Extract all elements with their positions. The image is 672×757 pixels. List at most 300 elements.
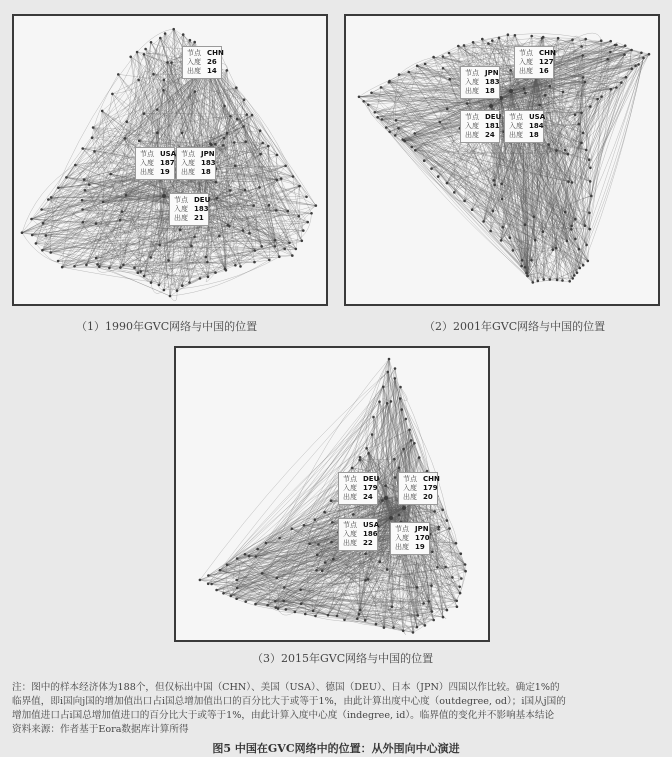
node-key: 节点 <box>140 150 154 158</box>
economy-node <box>589 180 592 183</box>
edge-group <box>359 33 649 282</box>
economy-node <box>564 149 567 152</box>
economy-node <box>317 543 320 546</box>
economy-node <box>304 613 307 616</box>
economy-node <box>49 251 52 254</box>
economy-node <box>167 259 170 262</box>
economy-node <box>466 102 469 105</box>
outdegree-key: 出度 <box>509 131 523 139</box>
note-source: 资料来源：作者基于Eora数据库计算所得 <box>12 724 189 735</box>
indegree-key: 入度 <box>174 205 188 213</box>
economy-node <box>244 553 247 556</box>
economy-node <box>332 558 335 561</box>
outdegree-value: 21 <box>194 214 204 222</box>
economy-node <box>278 256 281 259</box>
economy-node <box>40 208 43 211</box>
economy-node <box>47 198 50 201</box>
economy-node <box>248 232 251 235</box>
economy-node <box>258 186 261 189</box>
economy-node <box>364 553 367 556</box>
economy-node <box>446 519 449 522</box>
economy-node <box>150 41 153 44</box>
economy-node <box>137 79 140 82</box>
economy-node <box>416 626 419 629</box>
economy-node <box>156 108 159 111</box>
economy-node <box>324 561 327 564</box>
economy-node <box>210 583 213 586</box>
economy-node <box>294 611 297 614</box>
outdegree-value: 18 <box>201 168 211 176</box>
outdegree-key: 出度 <box>140 168 154 176</box>
economy-node <box>229 189 232 192</box>
economy-node <box>542 278 545 281</box>
economy-node <box>259 129 262 132</box>
economy-node <box>459 592 462 595</box>
economy-node <box>31 234 34 237</box>
economy-node <box>149 256 152 259</box>
panel-caption-2001: （2）2001年GVC网络与中国的位置 <box>424 320 606 333</box>
economy-node <box>520 265 523 268</box>
economy-node <box>561 279 564 282</box>
economy-node <box>456 605 459 608</box>
economy-node <box>394 367 397 370</box>
economy-node <box>588 228 591 231</box>
economy-node <box>521 259 524 262</box>
outdegree-key: 出度 <box>403 493 417 501</box>
panel-caption-1990: （1）1990年GVC网络与中国的位置 <box>76 320 258 333</box>
indegree-value: 183 <box>201 159 216 167</box>
economy-node <box>209 142 212 145</box>
economy-node <box>119 219 122 222</box>
economy-node <box>482 220 485 223</box>
economy-node <box>172 28 175 31</box>
economy-node <box>585 244 588 247</box>
economy-node <box>199 579 202 582</box>
economy-node <box>207 583 210 586</box>
indegree-key: 入度 <box>395 534 409 542</box>
economy-node <box>119 266 122 269</box>
economy-node <box>464 563 467 566</box>
node-name: USA <box>529 113 546 121</box>
economy-node <box>362 100 365 103</box>
economy-node <box>386 371 389 374</box>
economy-node <box>169 295 172 298</box>
outdegree-value: 24 <box>485 131 495 139</box>
economy-node <box>430 584 433 587</box>
economy-node <box>193 236 196 239</box>
hub-node <box>489 104 493 108</box>
economy-node <box>524 266 527 269</box>
economy-node <box>234 264 237 267</box>
economy-node <box>30 218 33 221</box>
node-label-chn <box>514 46 554 79</box>
economy-node <box>579 267 582 270</box>
economy-node <box>193 41 196 44</box>
economy-node <box>372 416 375 419</box>
economy-node <box>359 609 362 612</box>
indegree-value: 179 <box>423 484 438 492</box>
economy-node <box>397 127 400 130</box>
economy-node <box>439 121 442 124</box>
node-key: 节点 <box>403 475 417 483</box>
economy-node <box>451 576 454 579</box>
economy-node <box>306 221 309 224</box>
economy-node <box>245 140 248 143</box>
economy-node <box>568 280 571 283</box>
economy-node <box>343 619 346 622</box>
node-label-deu <box>460 110 500 143</box>
economy-node <box>379 560 382 563</box>
economy-node <box>42 222 45 225</box>
network-graph-2015 <box>176 348 488 640</box>
economy-node <box>190 245 193 248</box>
economy-node <box>509 69 512 72</box>
economy-node <box>124 137 127 140</box>
economy-node <box>642 57 645 60</box>
economy-node <box>374 111 377 114</box>
economy-node <box>432 56 435 59</box>
economy-node <box>589 105 592 108</box>
node-name: USA <box>160 150 177 158</box>
economy-node <box>493 179 496 182</box>
economy-node <box>370 92 373 95</box>
economy-node <box>416 586 419 589</box>
economy-node <box>207 276 210 279</box>
note-line-2: 临界值，即i国向j国的增加值出口占i国总增加值出口的百分比大于或等于1%，由此计算出度中心度（outdegree, od）；i国从j国的 <box>12 696 566 707</box>
economy-node <box>95 257 98 260</box>
economy-node <box>96 263 99 266</box>
economy-node <box>446 108 449 111</box>
economy-node <box>587 260 590 263</box>
economy-node <box>244 600 247 603</box>
economy-node <box>549 278 552 281</box>
economy-node <box>316 554 319 557</box>
economy-node <box>206 261 209 264</box>
economy-node <box>544 94 547 97</box>
indegree-key: 入度 <box>403 484 417 492</box>
economy-node <box>631 67 634 70</box>
economy-node <box>458 586 461 589</box>
economy-node <box>423 159 426 162</box>
hub-node <box>509 89 513 93</box>
hub-node <box>402 506 406 510</box>
economy-node <box>218 235 221 238</box>
economy-node <box>111 93 114 96</box>
note-line-1: 注：图中的样本经济体为188个，但仅标出中国（CHN）、美国（USA）、德国（DEU）、日本（JPN）四国以作比较。确定1%的 <box>12 682 560 693</box>
economy-node <box>525 272 528 275</box>
economy-node <box>295 248 298 251</box>
economy-node <box>336 615 339 618</box>
economy-node <box>275 209 278 212</box>
economy-node <box>255 555 258 558</box>
economy-node <box>143 112 146 115</box>
economy-node <box>403 139 406 142</box>
node-label-chn <box>182 46 222 79</box>
indegree-key: 入度 <box>140 159 154 167</box>
node-key: 节点 <box>174 196 188 204</box>
node-label-chn <box>398 472 438 505</box>
economy-node <box>437 175 440 178</box>
economy-node <box>394 134 397 137</box>
outdegree-value: 18 <box>529 131 539 139</box>
indegree-value: 183 <box>485 78 500 86</box>
economy-node <box>455 542 458 545</box>
economy-node <box>268 259 271 262</box>
economy-node <box>376 116 379 119</box>
economy-node <box>331 521 334 524</box>
economy-node <box>65 176 68 179</box>
economy-node <box>552 248 555 251</box>
node-name: CHN <box>539 49 556 57</box>
economy-node <box>144 48 147 51</box>
economy-node <box>287 210 290 213</box>
network-graph-2001 <box>346 16 658 304</box>
indegree-value: 187 <box>160 159 175 167</box>
economy-node <box>481 38 484 41</box>
economy-node <box>437 528 440 531</box>
economy-node <box>433 510 436 513</box>
economy-node <box>265 542 268 545</box>
economy-node <box>330 541 333 544</box>
economy-node <box>464 570 467 573</box>
economy-node <box>398 73 401 76</box>
economy-node <box>457 45 460 48</box>
outdegree-key: 出度 <box>519 67 533 75</box>
economy-node <box>359 456 362 459</box>
economy-node <box>230 595 233 598</box>
indegree-value: 127 <box>539 58 554 66</box>
economy-node <box>537 280 540 283</box>
node-name: CHN <box>423 475 440 483</box>
economy-node <box>444 566 447 569</box>
economy-node <box>95 222 98 225</box>
economy-node <box>315 569 318 572</box>
economy-node <box>541 37 544 40</box>
economy-node <box>274 239 277 242</box>
economy-node <box>538 104 541 107</box>
economy-node <box>205 256 208 259</box>
economy-node <box>571 181 574 184</box>
economy-node <box>430 167 433 170</box>
outdegree-value: 19 <box>415 543 425 551</box>
economy-node <box>164 32 167 35</box>
economy-node <box>416 65 419 68</box>
node-label-jpn <box>176 147 216 180</box>
economy-node <box>630 49 633 52</box>
node-label-usa <box>504 110 544 143</box>
economy-node <box>92 126 95 129</box>
indegree-value: 170 <box>415 534 430 542</box>
economy-node <box>428 600 431 603</box>
economy-node <box>150 281 153 284</box>
economy-node <box>81 208 84 211</box>
economy-node <box>615 44 618 47</box>
hub-node <box>389 516 393 520</box>
economy-node <box>455 600 458 603</box>
node-name: JPN <box>485 69 499 77</box>
economy-node <box>284 165 287 168</box>
economy-node <box>312 610 315 613</box>
economy-node <box>102 201 105 204</box>
economy-node <box>582 132 585 135</box>
economy-node <box>448 52 451 55</box>
economy-node <box>367 578 370 581</box>
economy-node <box>408 429 411 432</box>
economy-node <box>609 40 612 43</box>
node-key: 节点 <box>395 525 409 533</box>
economy-node <box>108 267 111 270</box>
economy-node <box>181 132 184 135</box>
economy-node <box>302 229 305 232</box>
economy-node <box>242 125 245 128</box>
economy-node <box>391 605 394 608</box>
network-panel-1990 <box>12 14 328 306</box>
economy-node <box>83 178 86 181</box>
economy-node <box>101 110 104 113</box>
outdegree-key: 出度 <box>343 539 357 547</box>
economy-node <box>589 167 592 170</box>
economy-node <box>446 609 449 612</box>
economy-node <box>310 212 313 215</box>
economy-node <box>246 113 249 116</box>
economy-node <box>424 63 427 66</box>
economy-node <box>327 614 330 617</box>
economy-node <box>275 606 278 609</box>
economy-node <box>98 265 101 268</box>
economy-node <box>371 433 374 436</box>
economy-node <box>21 231 24 234</box>
economy-node <box>610 88 613 91</box>
economy-node <box>381 118 384 121</box>
economy-node <box>431 551 434 554</box>
economy-node <box>402 448 405 451</box>
economy-node <box>156 131 159 134</box>
economy-node <box>216 197 219 200</box>
economy-node <box>236 587 239 590</box>
node-name: CHN <box>207 49 224 57</box>
economy-node <box>501 226 504 229</box>
economy-node <box>299 589 302 592</box>
economy-node <box>578 123 581 126</box>
economy-node <box>74 164 77 167</box>
economy-node <box>226 69 229 72</box>
economy-node <box>303 524 306 527</box>
economy-node <box>413 442 416 445</box>
economy-node <box>384 484 387 487</box>
node-key: 节点 <box>465 113 479 121</box>
economy-node <box>448 78 451 81</box>
economy-node <box>85 264 88 267</box>
economy-node <box>143 53 146 56</box>
economy-node <box>584 224 587 227</box>
economy-node <box>214 143 217 146</box>
economy-node <box>385 126 388 129</box>
outdegree-key: 出度 <box>343 493 357 501</box>
economy-node <box>530 259 533 262</box>
economy-node <box>566 240 569 243</box>
economy-node <box>61 266 64 269</box>
economy-node <box>170 61 173 64</box>
economy-node <box>441 509 444 512</box>
indegree-key: 入度 <box>181 159 195 167</box>
economy-node <box>235 597 238 600</box>
economy-node <box>448 527 451 530</box>
economy-node <box>259 153 262 156</box>
economy-node <box>600 39 603 42</box>
economy-node <box>624 44 627 47</box>
economy-node <box>224 268 227 271</box>
economy-node <box>501 198 504 201</box>
economy-node <box>50 196 53 199</box>
economy-node <box>512 249 515 252</box>
node-name: USA <box>363 521 380 529</box>
economy-node <box>414 149 417 152</box>
economy-node <box>253 261 256 264</box>
economy-node <box>567 153 570 156</box>
economy-node <box>176 290 179 293</box>
economy-node <box>532 281 535 284</box>
economy-node <box>291 254 294 257</box>
economy-node <box>133 266 136 269</box>
economy-node <box>274 245 277 248</box>
indegree-value: 179 <box>363 484 378 492</box>
economy-node <box>625 76 628 79</box>
economy-node <box>256 548 259 551</box>
economy-node <box>365 447 368 450</box>
economy-node <box>235 579 238 582</box>
economy-node <box>534 239 537 242</box>
outdegree-value: 18 <box>485 87 495 95</box>
indegree-value: 183 <box>194 205 209 213</box>
outdegree-value: 24 <box>363 493 373 501</box>
economy-node <box>571 277 574 280</box>
economy-node <box>226 132 229 135</box>
economy-node <box>530 35 533 38</box>
economy-node <box>606 58 609 61</box>
economy-node <box>422 602 425 605</box>
economy-node <box>567 180 570 183</box>
economy-node <box>471 208 474 211</box>
economy-node <box>388 131 391 134</box>
economy-node <box>223 137 226 140</box>
economy-node <box>300 602 303 605</box>
panel-caption-2015: （3）2015年GVC网络与中国的位置 <box>252 652 434 665</box>
economy-node <box>410 439 413 442</box>
economy-node <box>82 221 85 224</box>
economy-node <box>358 459 361 462</box>
economy-node <box>405 418 408 421</box>
economy-node <box>226 224 229 227</box>
economy-node <box>500 239 503 242</box>
economy-node <box>524 223 527 226</box>
economy-node <box>498 37 501 40</box>
economy-node <box>251 114 254 117</box>
economy-node <box>388 80 391 83</box>
economy-node <box>390 400 393 403</box>
economy-node <box>314 518 317 521</box>
economy-node <box>367 104 370 107</box>
indegree-value: 26 <box>207 58 217 66</box>
economy-node <box>380 86 383 89</box>
indegree-key: 入度 <box>465 78 479 86</box>
economy-node <box>121 210 124 213</box>
economy-node <box>158 284 161 287</box>
node-name: DEU <box>194 196 211 204</box>
economy-node <box>143 275 146 278</box>
economy-node <box>179 229 182 232</box>
economy-node <box>215 589 218 592</box>
economy-node <box>261 142 264 145</box>
